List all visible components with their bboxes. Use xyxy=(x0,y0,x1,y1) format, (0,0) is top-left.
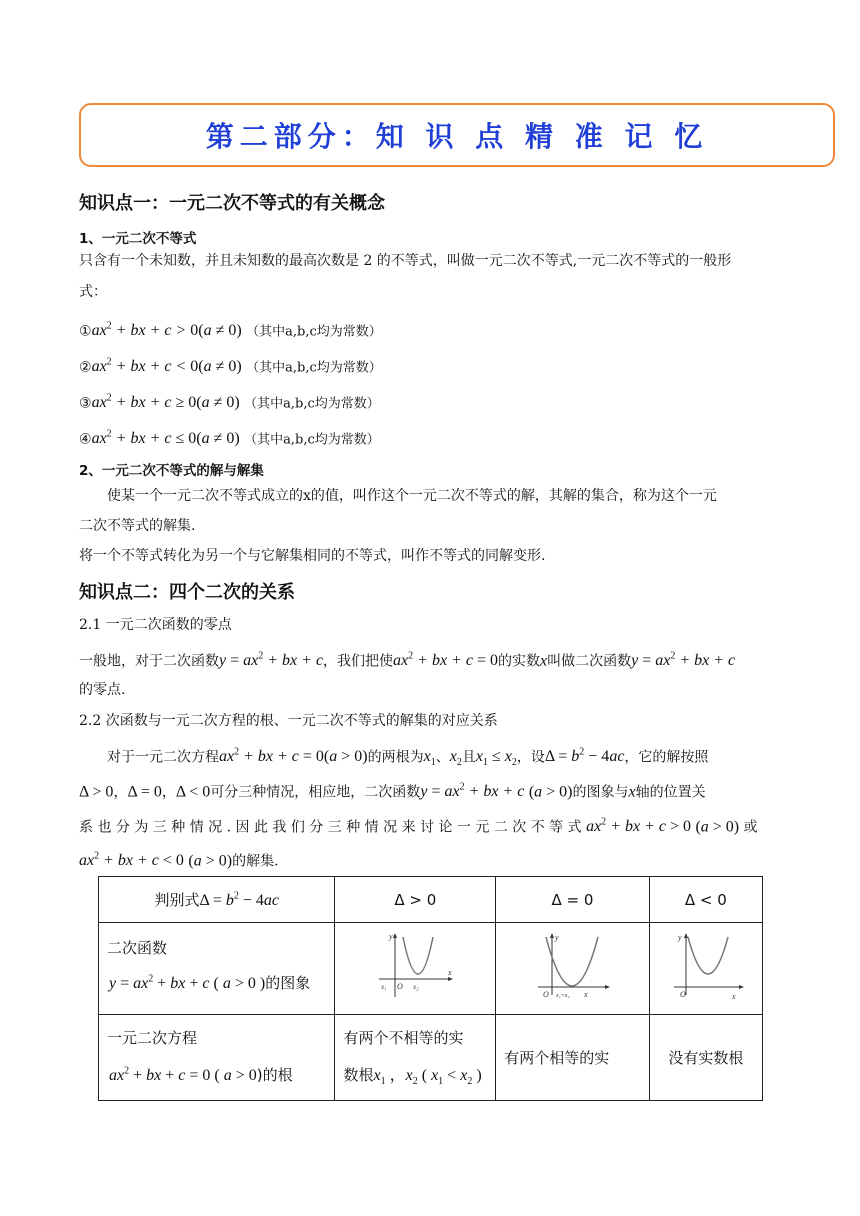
roots-delta-eq: 有两个相等的实 xyxy=(496,1015,649,1101)
svg-text:x₁: x₁ xyxy=(381,982,387,991)
table-row-function xyxy=(99,923,763,1015)
form-3: $③ax^2$ + bx + c ≥ 0(a ≠ 0) （其中a,b,c均为常数） xyxy=(79,393,380,412)
header-delta-gt: Δ > 0 xyxy=(335,877,496,923)
kp2-s2-heading: 2.2 次函数与一元二次方程的根、一元二次不等式的解集的对应关系 xyxy=(79,713,498,729)
row-equation-label: 一元二次方程 $ax^2$ + bx + c = 0 ( a > 0)的根 xyxy=(99,1015,335,1101)
kp2-para-line4: $ax^2$ + bx + c < 0 (a > 0)的解集. xyxy=(79,851,279,870)
kp1-s1-heading: 1、一元二次不等式 xyxy=(79,231,197,247)
parabola-no-root-graph xyxy=(666,931,746,1003)
kp2-heading: 知识点二：四个二次的关系 xyxy=(79,582,295,603)
kp1-s2-heading: 2、一元二次不等式的解与解集 xyxy=(79,463,264,479)
svg-text:y: y xyxy=(389,931,393,941)
table-row-equation xyxy=(99,1015,763,1101)
relation-table xyxy=(98,876,763,1101)
svg-text:O: O xyxy=(543,989,550,999)
svg-text:x: x xyxy=(584,989,588,999)
svg-text:x₁=x₂: x₁=x₂ xyxy=(556,992,570,999)
form-1: $①ax^2$ + bx + c > 0(a ≠ 0) （其中a,b,c均为常数） xyxy=(79,321,382,340)
parabola-two-roots-graph xyxy=(375,931,455,1003)
kp1-s2-text2: 二次不等式的解集. xyxy=(79,518,196,534)
svg-text:x: x xyxy=(448,967,452,977)
kp2-para-line2: Δ > 0，Δ = 0，Δ < 0可分三种情况，相应地，二次函数$y = ax^2$ + bx + c (a > 0)的图象与x轴的位置关 xyxy=(79,782,706,801)
kp1-s2-text3: 将一个不等式转化为另一个与它解集相同的不等式，叫作不等式的同解变形. xyxy=(79,548,546,564)
kp2-s1-heading: 2.1 一元二次函数的零点 xyxy=(79,617,232,633)
svg-text:x₂: x₂ xyxy=(413,982,419,991)
form-2: $②ax^2$ + bx + c < 0(a ≠ 0) （其中a,b,c均为常数） xyxy=(79,357,382,376)
svg-text:y: y xyxy=(555,932,559,942)
kp2-para-line3: 系 也 分 为 三 种 情 况 . 因 此 我 们 分 三 种 情 况 来 讨 论 一 元 二 次 不 等 式 $ax^2$ + bx + c > 0 (a > 0) 或 xyxy=(79,817,758,836)
roots-delta-lt: 没有实数根 xyxy=(649,1015,762,1101)
row-function-label: 二次函数 $y = ax^2$ + bx + c ( a > 0 )的图象 xyxy=(99,923,335,1015)
header-delta-eq: Δ = 0 xyxy=(496,877,649,923)
svg-text:x: x xyxy=(731,991,736,1001)
banner-title: 第二部分：知 识 点 精 准 记 忆 xyxy=(205,120,709,153)
table-header-row xyxy=(99,877,763,923)
kp2-s1-line2: 的零点. xyxy=(79,682,126,698)
svg-text:O: O xyxy=(397,981,404,991)
graph-delta-eq xyxy=(496,923,649,1015)
kp1-s2-text1: 使某一个一元二次不等式成立的x的值，叫作这个一元二次不等式的解，其解的集合，称为这个一元 xyxy=(107,488,717,504)
kp1-heading: 知识点一：一元二次不等式的有关概念 xyxy=(79,193,385,214)
kp1-s1-text1: 只含有一个未知数，并且未知数的最高次数是 2 的不等式，叫做一元二次不等式,一元二次不等式的一般形 xyxy=(79,253,732,269)
header-delta-lt: Δ < 0 xyxy=(649,877,762,923)
form-4: $④ax^2$ + bx + c ≤ 0(a ≠ 0) （其中a,b,c均为常数） xyxy=(79,429,380,448)
title-banner xyxy=(79,103,835,167)
roots-delta-gt: 有两个不相等的实 数根$x_1$ ，$x_2$ ( $x_1 < x_2$ ) xyxy=(335,1015,496,1101)
svg-text:O: O xyxy=(679,989,686,999)
kp2-s1-line1: 一般地，对于二次函数$y = ax^2$ + bx + c，我们把使$ax^2$ + bx + c = 0的实数x叫做二次函数$y = ax^2$ + bx + c xyxy=(79,651,736,670)
kp1-s1-text2: 式： xyxy=(79,284,107,300)
graph-delta-lt xyxy=(649,923,762,1015)
header-discriminant: 判别式$\Delta = b^2 - 4ac$ xyxy=(99,877,335,923)
svg-text:y: y xyxy=(677,932,682,942)
parabola-one-root-graph xyxy=(532,931,612,1003)
graph-delta-gt xyxy=(335,923,496,1015)
kp2-para-line1: 对于一元二次方程$ax^2$ + bx + c = 0(a > 0)的两根为$x_1$、$x_2$且$x_1 \le x_2$，设$\Delta = b^2 - 4ac$，它的解按照 xyxy=(107,747,709,769)
